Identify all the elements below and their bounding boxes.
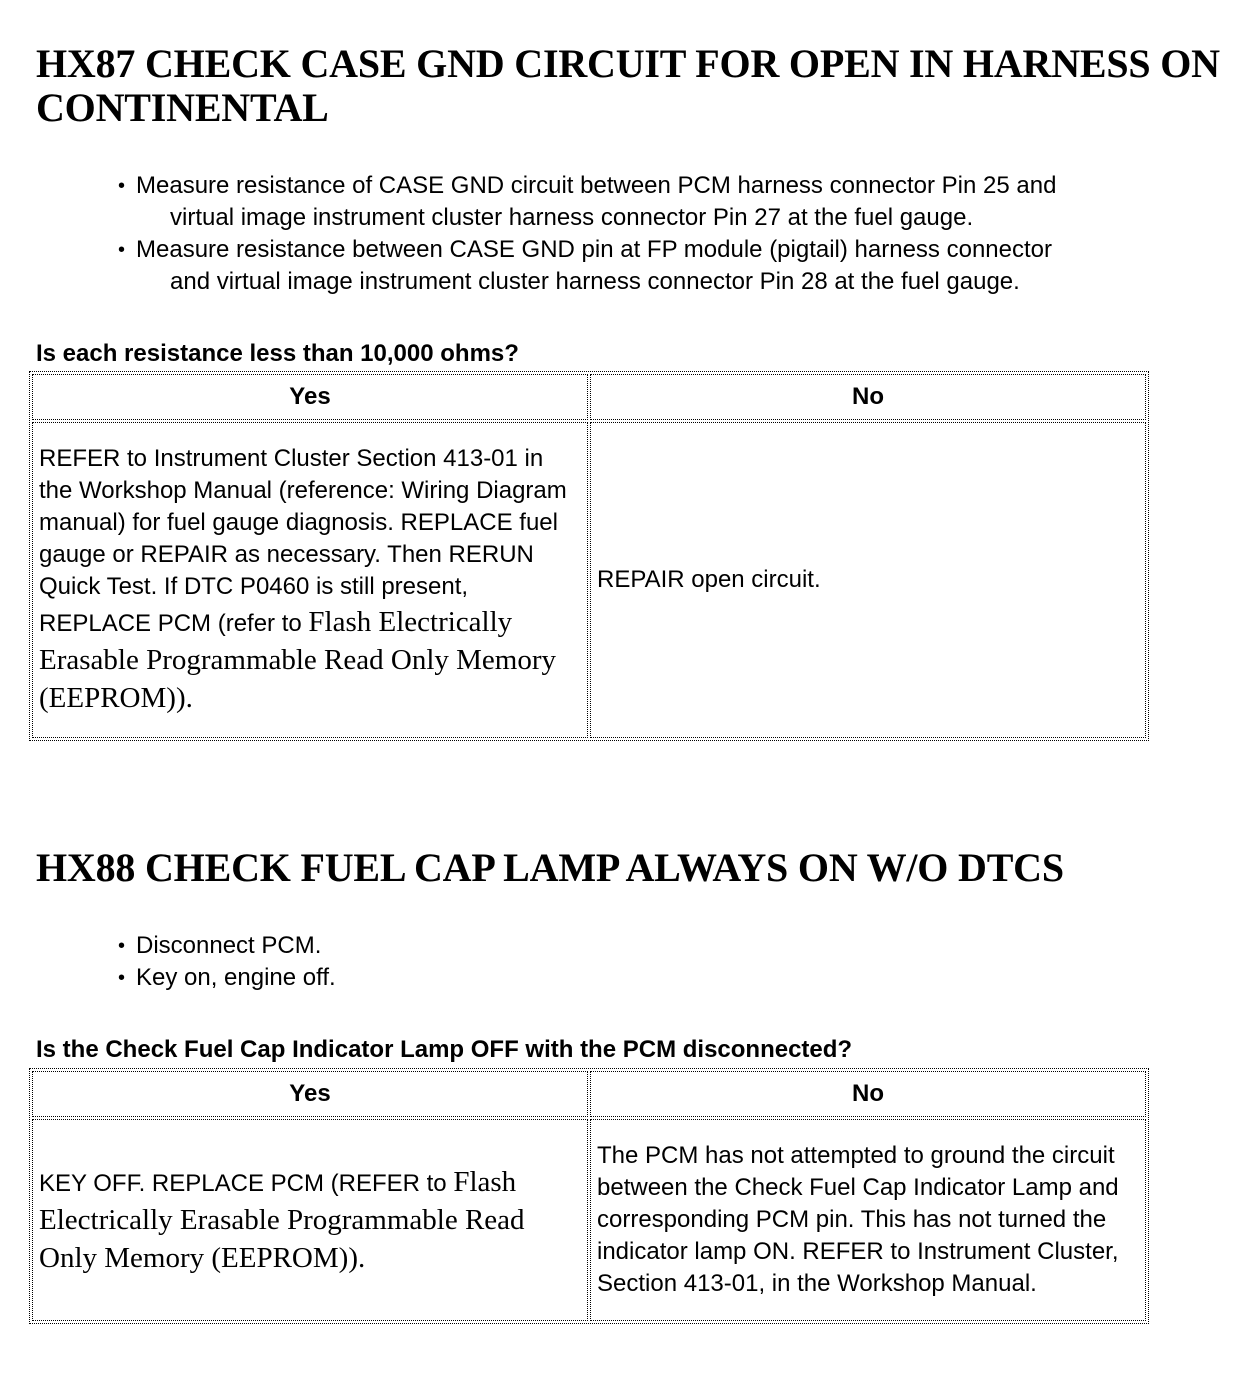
table-row bbox=[32, 422, 1146, 738]
list-item-line: Measure resistance of CASE GND circuit between PCM harness connector Pin 25 and bbox=[136, 172, 1057, 199]
table-header-row bbox=[32, 374, 1146, 420]
bullet-icon: • bbox=[118, 175, 126, 197]
bullet-icon: • bbox=[118, 239, 126, 261]
no-cell: REPAIR open circuit. bbox=[590, 422, 1146, 738]
list-item-line: and virtual image instrument cluster harness connector Pin 28 at the fuel gauge. bbox=[170, 268, 1020, 295]
question-hx87: Is each resistance less than 10,000 ohms? bbox=[36, 340, 519, 367]
yes-header: Yes bbox=[32, 1071, 588, 1117]
list-item-line: virtual image instrument cluster harness connector Pin 27 at the fuel gauge. bbox=[170, 204, 974, 231]
yes-header: Yes bbox=[32, 374, 588, 420]
bullet-icon: • bbox=[118, 967, 126, 989]
yes-no-table-hx87 bbox=[29, 371, 1149, 741]
yes-cell-text: KEY OFF. REPLACE PCM (REFER to bbox=[39, 1170, 454, 1197]
step-list-hx87 bbox=[0, 170, 1220, 298]
flash-eeprom-reference: Flash Electrically Erasable Programmable Read Only Memory (EEPROM) bbox=[39, 1166, 525, 1274]
yes-cell-text: REFER to Instrument Cluster Section 413-01 in the Workshop Manual (reference: Wiring Diagram manual) for fuel gauge diagnosis. REPLACE fuel gauge or REPAIR as necessary. Then RERUN Quick Test. If DTC P0460 is still present, REPLACE PCM (refer to bbox=[39, 445, 567, 637]
yes-cell bbox=[32, 422, 588, 738]
list-item bbox=[0, 170, 1220, 234]
step-list-hx88 bbox=[0, 930, 1220, 994]
yes-cell-text-end: ). bbox=[175, 682, 193, 714]
list-item bbox=[0, 234, 1220, 298]
no-header: No bbox=[590, 1071, 1146, 1117]
section-heading-hx88: HX88 CHECK FUEL CAP LAMP ALWAYS ON W/O DTCS bbox=[36, 845, 1064, 890]
question-hx88: Is the Check Fuel Cap Indicator Lamp OFF with the PCM disconnected? bbox=[36, 1036, 853, 1063]
list-item bbox=[0, 962, 1220, 994]
section-heading-hx87: HX87 CHECK CASE GND CIRCUIT FOR OPEN IN HARNESS ON CONTINENTAL bbox=[36, 41, 1220, 130]
yes-cell bbox=[32, 1119, 588, 1321]
list-item bbox=[0, 930, 1220, 962]
yes-no-table-hx88 bbox=[29, 1068, 1149, 1324]
no-header: No bbox=[590, 374, 1146, 420]
list-item-line: Key on, engine off. bbox=[136, 964, 336, 991]
flash-eeprom-reference: Flash Electrically Erasable Programmable Read Only Memory (EEPROM) bbox=[39, 606, 557, 714]
list-item-line: Measure resistance between CASE GND pin at FP module (pigtail) harness connector bbox=[136, 236, 1052, 263]
no-cell: The PCM has not attempted to ground the circuit between the Check Fuel Cap Indicator Lamp and corresponding PCM pin. This has not turned the indicator lamp ON. REFER to Instrument Cluster, Section 413-01, in the Workshop Manual. bbox=[590, 1119, 1146, 1321]
table-row bbox=[32, 1119, 1146, 1321]
bullet-icon: • bbox=[118, 935, 126, 957]
yes-cell-text-end: ). bbox=[348, 1242, 366, 1274]
table-header-row bbox=[32, 1071, 1146, 1117]
list-item-line: Disconnect PCM. bbox=[136, 932, 322, 959]
